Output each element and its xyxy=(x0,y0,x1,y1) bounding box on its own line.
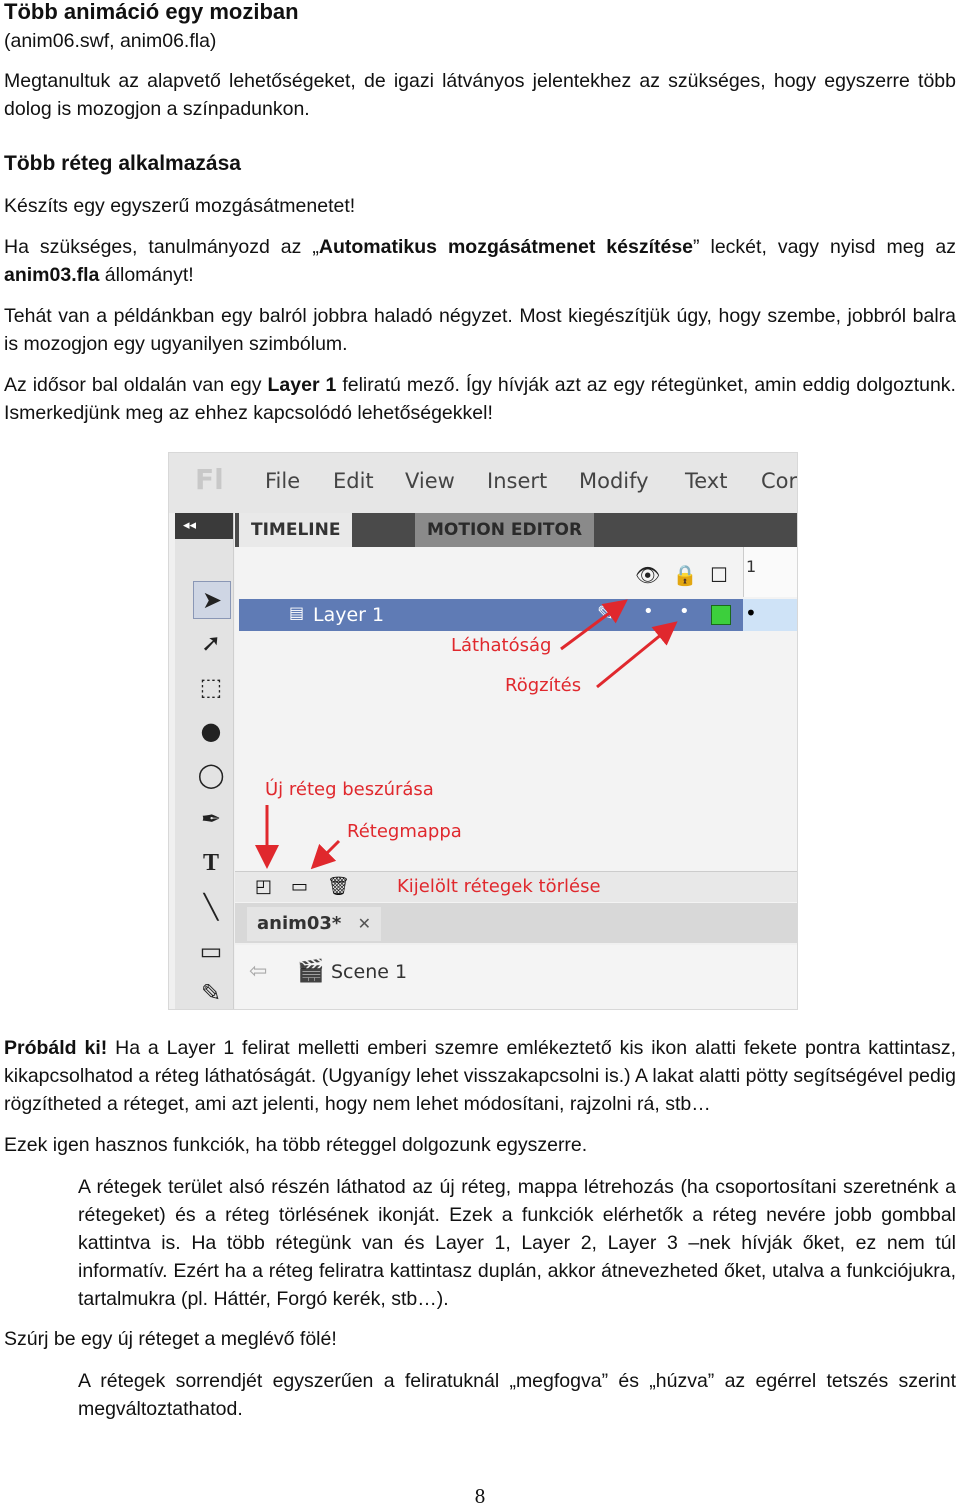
collapse-panel-icon[interactable]: ◂◂ xyxy=(175,513,233,539)
frame-number: 1 xyxy=(746,557,757,576)
new-layer-icon[interactable]: ◰ xyxy=(255,876,273,897)
free-transform-tool-icon[interactable]: ⬚ xyxy=(199,673,223,701)
paragraph-3: Tehát van a példánkban egy balról jobbra haladó négyzet. Most kiegészítjük úgy, hogy szembe, jobbról balra is mozogjon egy ugyanilyen szimbólum. xyxy=(4,305,956,355)
lock-icon[interactable]: 🔒 xyxy=(672,563,698,587)
try-it-text: Ha a Layer 1 felirat melletti emberi szemre emlékeztető kis ikon alatti fekete pontra kattintasz, kikapcsolhatod a réteg láthatóságát. (Ugyanígy lehet visszakapcsolni is.) A lakat alatti pötty segítségével pedig rögzítheted a réteget, ami azt jelenti, hogy nem lehet módosítani, rajzolni rá, stb… xyxy=(4,1037,956,1115)
subselection-tool-icon[interactable]: ➚ xyxy=(200,629,222,657)
lock-arrow xyxy=(597,625,673,687)
keyframe-dot: • xyxy=(745,601,757,625)
menu-text[interactable]: Text xyxy=(685,469,728,493)
intro-paragraph: Megtanultuk az alapvető lehetőségeket, de igazi látványos jelentekhez az szükséges, hogy egyszerre több dolog is mozogjon a színpadunkon. xyxy=(4,70,956,120)
selection-tool-icon[interactable]: ➤ xyxy=(193,581,231,619)
file-names: (anim06.swf, anim06.fla) xyxy=(4,30,217,52)
layer-name[interactable]: Layer 1 xyxy=(313,604,385,626)
paragraph-1: Készíts egy egyszerű mozgásátmenetet! xyxy=(4,195,356,217)
line-tool-icon[interactable]: ╲ xyxy=(203,893,219,921)
pencil-icon: ✎ xyxy=(597,601,614,625)
paragraph-6: A rétegek terület alsó részén láthatod az új réteg, mappa létrehozás (ha csoportosítani szeretnénk a rétegeket) és a réteg törlésének ikonját. Ezek a funkciók elérhetők a réteg nevére jobb gombbal kattintva is. Ha több rétegünk van és Layer 1, Layer 2, Layer 3 –nek hívják őket, ez nem túl informatív. Ezért ha a réteg feliratra kattintasz duplán, akkor átnevezheted őket, utalva a funkciójukra, tartalmukra (pl. Háttér, Forgó kerék, stb…). xyxy=(78,1176,956,1310)
annotation-delete-layers: Kijelölt rétegek törlése xyxy=(397,876,601,897)
flash-logo: Fl xyxy=(195,463,224,496)
try-it-bold: Próbáld ki! xyxy=(4,1037,108,1059)
menu-edit[interactable]: Edit xyxy=(333,469,374,493)
close-icon[interactable]: ✕ xyxy=(357,914,372,933)
try-it-paragraph xyxy=(4,1034,956,1118)
annotation-visibility: Láthatóság xyxy=(451,635,552,656)
document-tab-bar xyxy=(235,903,797,943)
scene-label[interactable]: Scene 1 xyxy=(331,961,408,983)
clapperboard-icon: 🎬 xyxy=(297,959,325,984)
p4-text-b: feliratú mező. Így hívják azt az egy rétegünket, amin eddig dolgoztunk. Ismerkedjünk meg az ehhez kapcsolódó lehetőségekkel! xyxy=(4,374,956,424)
folder-arrow xyxy=(315,841,339,865)
rectangle-tool-icon[interactable]: ▭ xyxy=(199,937,223,965)
p2-text-c: állományt! xyxy=(99,264,194,286)
annotation-new-layer: Új réteg beszúrása xyxy=(265,779,434,800)
tab-motion-editor[interactable]: MOTION EDITOR xyxy=(415,513,594,547)
p4-bold-layer: Layer 1 xyxy=(267,374,337,396)
text-tool-icon[interactable]: T xyxy=(202,849,219,876)
paragraph-5: Ezek igen hasznos funkciók, ha több réteggel dolgozunk egyszerre. xyxy=(4,1134,588,1156)
menu-view[interactable]: View xyxy=(405,469,455,493)
pen-tool-icon[interactable]: ✒ xyxy=(200,805,222,833)
flash-timeline-screenshot xyxy=(168,452,798,1010)
back-arrow-icon[interactable]: ⇦ xyxy=(249,959,268,984)
pencil-tool-icon[interactable]: ✎ xyxy=(200,979,222,1007)
p2-text-b: ” leckét, vagy nyisd meg az xyxy=(693,236,956,258)
tab-timeline[interactable]: TIMELINE xyxy=(239,513,352,547)
menu-commands[interactable]: Cor xyxy=(761,469,798,493)
lasso-tool-icon[interactable]: ◯ xyxy=(197,761,225,789)
eye-icon[interactable]: 👁 xyxy=(635,563,661,587)
p2-bold-lesson: Automatikus mozgásátmenet készítése xyxy=(318,236,694,258)
menu-file[interactable]: File xyxy=(265,469,301,493)
visibility-dot[interactable]: • xyxy=(643,601,654,622)
trash-icon[interactable]: 🗑 xyxy=(327,876,350,897)
paragraph-7: Szúrj be egy új réteget a meglévő fölé! xyxy=(4,1328,337,1350)
annotation-lock: Rögzítés xyxy=(505,675,582,696)
lock-dot[interactable]: • xyxy=(679,601,690,622)
paragraph-8: A rétegek sorrendjét egyszerűen a feliratuknál „megfogva” és „húzva” az egérrel tetszés szerint megváltoztathatod. xyxy=(78,1370,956,1420)
scene-bar xyxy=(235,945,797,1009)
annotation-layer-folder: Rétegmappa xyxy=(347,821,462,842)
page-title: Több animáció egy moziban xyxy=(4,0,299,24)
p2-bold-file: anim03.fla xyxy=(4,264,100,286)
document-tab-label: anim03* xyxy=(257,913,342,934)
section-heading: Több réteg alkalmazása xyxy=(4,152,241,175)
visibility-arrow xyxy=(561,603,623,649)
p4-text-a: Az idősor bal oldalán van egy xyxy=(4,374,268,396)
paragraph-2 xyxy=(4,233,956,289)
new-folder-icon[interactable]: ▭ xyxy=(291,876,309,897)
document-tab[interactable] xyxy=(247,907,381,941)
p2-text-a: Ha szükséges, tanulmányozd az „ xyxy=(4,236,319,258)
menu-modify[interactable]: Modify xyxy=(579,469,649,493)
outline-icon[interactable]: ☐ xyxy=(710,563,728,587)
page-number: 8 xyxy=(474,1484,486,1508)
paragraph-4 xyxy=(4,371,956,427)
layer-controls-bar xyxy=(235,871,797,902)
layer-page-icon: ▤ xyxy=(289,603,305,622)
3d-rotation-tool-icon[interactable]: ● xyxy=(200,717,222,745)
menu-insert[interactable]: Insert xyxy=(487,469,548,493)
